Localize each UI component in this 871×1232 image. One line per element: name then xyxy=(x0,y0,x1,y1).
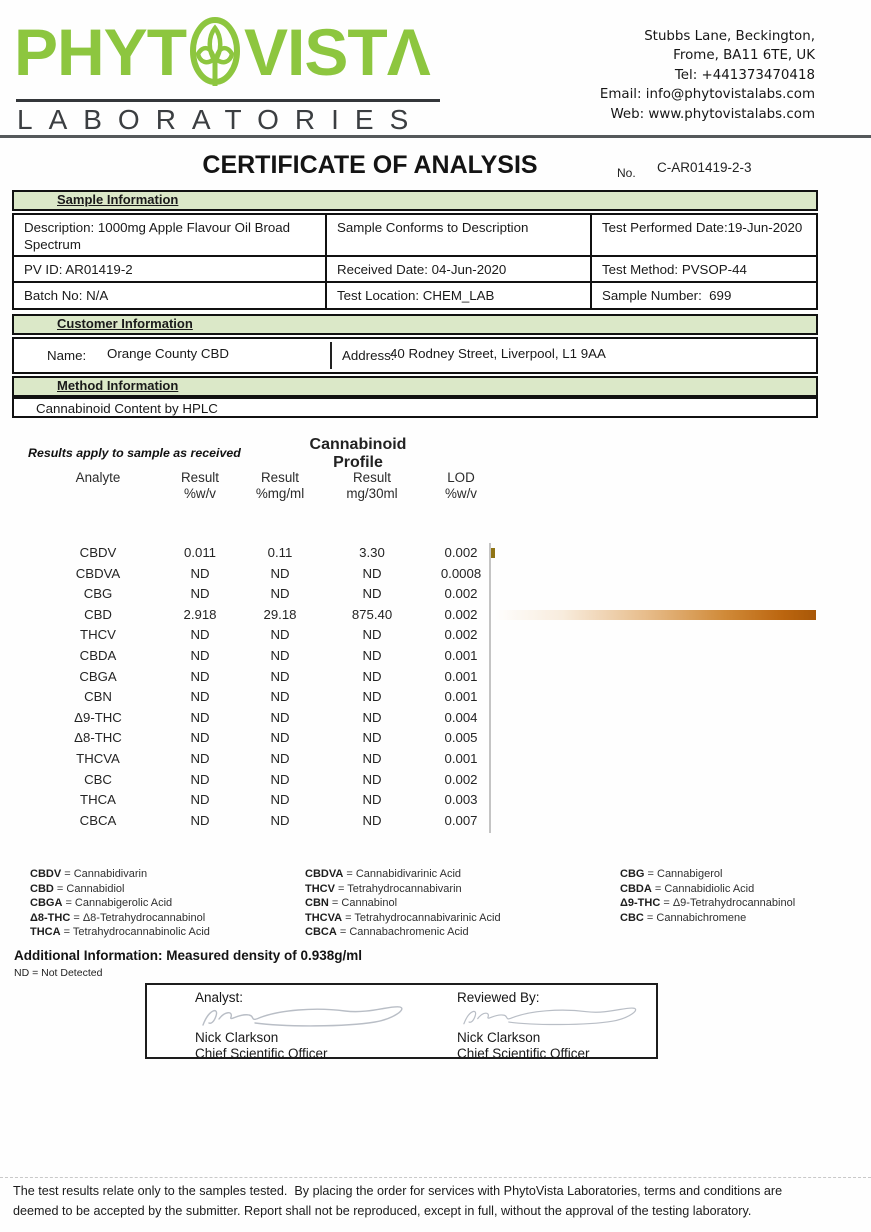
result-pct-mgml: ND xyxy=(270,647,290,663)
analyte-row xyxy=(30,564,830,585)
result-mg-30ml: 3.30 xyxy=(359,545,385,560)
customer-info-box xyxy=(12,337,818,374)
reviewer-signature-icon xyxy=(457,1001,647,1031)
analyte-row xyxy=(30,770,830,791)
result-bar xyxy=(491,548,495,558)
analyte-row xyxy=(30,543,830,564)
additional-info: Additional Information: Measured density of 0.938g/ml xyxy=(14,948,363,963)
result-pct-wv: ND xyxy=(190,586,210,602)
customer-box-divider xyxy=(330,342,332,369)
result-pct-wv: ND xyxy=(190,647,210,663)
result-mg-30ml: ND xyxy=(362,627,382,643)
legend-item: CBDVA = Cannabidivarinic Acid xyxy=(305,868,462,880)
certificate-no-value: C-AR01419-2-3 xyxy=(657,160,752,175)
result-mg-30ml: 875.40 xyxy=(351,606,393,622)
result-pct-wv: ND xyxy=(190,792,210,808)
address-line: Tel: +441373470418 xyxy=(674,67,815,83)
customer-name-value: Orange County CBD xyxy=(107,346,229,361)
legend-item: CBDA = Cannabidiolic Acid xyxy=(620,882,755,895)
result-pct-wv: ND xyxy=(190,730,210,746)
lod-pct-wv: 0.001 xyxy=(444,668,478,684)
method-info-box xyxy=(12,397,818,418)
analyte-name: THCVA xyxy=(76,750,120,766)
analyst-name: Nick Clarkson xyxy=(195,1030,279,1045)
result-pct-wv: ND xyxy=(190,627,210,643)
analyte-row xyxy=(30,687,830,708)
analyst-signature-block xyxy=(195,985,435,1057)
analyte-row xyxy=(30,605,830,626)
legend-item: THCA = Tetrahydrocannabinolic Acid xyxy=(30,926,210,939)
col-header-analyte: Analyte xyxy=(75,470,121,485)
analyte-name: CBD xyxy=(84,606,112,622)
lod-pct-wv: 0.001 xyxy=(444,647,478,663)
lab-address-block xyxy=(600,27,815,124)
legend-item: THCV = Tetrahydrocannabivarin xyxy=(305,882,462,895)
col-header-result-wv: Result %w/v xyxy=(181,470,219,501)
analyte-name: THCV xyxy=(80,627,116,643)
header-divider xyxy=(0,135,871,138)
analyst-label: Analyst: xyxy=(195,990,244,1005)
lod-pct-wv: 0.001 xyxy=(444,750,478,766)
reviewer-name: Nick Clarkson xyxy=(457,1030,541,1045)
address-line: Frome, BA11 6TE, UK xyxy=(673,48,815,64)
analyte-row xyxy=(30,749,830,770)
analyte-name: Δ8-THC xyxy=(74,730,122,746)
analyte-row xyxy=(30,790,830,811)
result-pct-wv: 2.918 xyxy=(183,606,217,622)
lod-pct-wv: 0.007 xyxy=(444,812,478,828)
logo-text-right: VISTΛ xyxy=(244,15,430,89)
sample-info-table xyxy=(12,213,818,310)
analyte-name: CBCA xyxy=(79,812,117,828)
result-pct-mgml: ND xyxy=(270,689,290,705)
lod-pct-wv: 0.002 xyxy=(444,545,478,560)
test-method-cell: Test Method: PVSOP-44 xyxy=(592,257,816,283)
sample-info-heading: Sample Information xyxy=(57,192,179,207)
analyte-name: Δ9-THC xyxy=(74,709,122,725)
result-pct-wv: ND xyxy=(190,668,210,684)
legend-item: CBCA = Cannabachromenic Acid xyxy=(305,926,469,939)
result-pct-mgml: ND xyxy=(270,627,290,643)
analyte-row xyxy=(30,667,830,688)
sample-info-header xyxy=(12,190,818,211)
analyte-name: CBG xyxy=(83,586,113,602)
customer-address-value: 40 Rodney Street, Liverpool, L1 9AA xyxy=(390,346,606,361)
profile-column-headers xyxy=(30,470,504,502)
result-pct-wv: ND xyxy=(190,812,210,828)
pv-id-cell: PV ID: AR01419-2 xyxy=(14,257,327,283)
sample-description-cell: Description: 1000mg Apple Flavour Oil Broad Spectrum xyxy=(14,215,327,257)
sample-conforms-cell: Sample Conforms to Description xyxy=(327,215,592,257)
analyte-name: CBDA xyxy=(79,647,117,663)
method-name: Cannabinoid Content by HPLC xyxy=(36,401,218,416)
result-pct-mgml: 29.18 xyxy=(263,606,297,622)
certificate-no-label: No. xyxy=(617,166,636,180)
result-bar xyxy=(491,610,816,620)
result-pct-wv: ND xyxy=(190,565,210,581)
lod-pct-wv: 0.005 xyxy=(444,730,478,746)
phytovista-logo xyxy=(14,16,430,88)
result-pct-wv: ND xyxy=(190,750,210,766)
result-pct-mgml: ND xyxy=(270,792,290,808)
doc-title: CERTIFICATE OF ANALYSIS xyxy=(202,151,538,179)
address-line: Web: www.phytovistalabs.com xyxy=(610,106,815,122)
address-line: Email: info@phytovistalabs.com xyxy=(599,87,815,103)
footer-disclaimer xyxy=(13,1181,782,1221)
legend-column-3 xyxy=(620,867,795,925)
analyte-row xyxy=(30,584,830,605)
result-pct-wv: ND xyxy=(190,709,210,725)
result-mg-30ml: ND xyxy=(362,586,382,602)
analyte-name: THCA xyxy=(80,792,116,808)
result-pct-mgml: ND xyxy=(270,586,290,602)
customer-address-label: Address: xyxy=(342,348,395,363)
result-pct-mgml: ND xyxy=(270,730,290,746)
test-location-cell: Test Location: CHEM_LAB xyxy=(327,283,592,308)
analyte-name: CBDVA xyxy=(75,565,121,581)
lod-pct-wv: 0.002 xyxy=(444,771,478,787)
result-mg-30ml: ND xyxy=(362,689,382,705)
lod-pct-wv: 0.002 xyxy=(444,586,478,602)
reviewed-by-label: Reviewed By: xyxy=(457,990,540,1005)
result-pct-mgml: ND xyxy=(270,668,290,684)
analyte-name: CBN xyxy=(84,689,112,705)
col-header-result-mgml: Result %mg/ml xyxy=(255,470,305,501)
footer-line: The test results relate only to the samples tested. By placing the order for services with PhytoVista Laboratories, terms and conditions are xyxy=(13,1184,783,1198)
lod-pct-wv: 0.0008 xyxy=(440,565,482,581)
col-header-lod: LOD %w/v xyxy=(445,470,477,501)
result-pct-mgml: ND xyxy=(270,709,290,725)
reviewer-title: Chief Scientific Officer xyxy=(457,1046,590,1059)
result-mg-30ml: ND xyxy=(362,771,382,787)
lod-pct-wv: 0.001 xyxy=(444,689,478,705)
result-mg-30ml: ND xyxy=(362,565,382,581)
analyst-title: Chief Scientific Officer xyxy=(195,1046,328,1059)
results-note: Results apply to sample as received xyxy=(28,446,241,460)
result-mg-30ml: ND xyxy=(362,668,382,684)
analyte-row xyxy=(30,646,830,667)
analyte-name: CBC xyxy=(84,771,112,787)
test-performed-date-cell: Test Performed Date:19-Jun-2020 xyxy=(592,215,816,257)
footer-line: deemed to be accepted by the submitter. Report shall not be reproduced, except in full, without the approval of the testing laboratory. xyxy=(13,1204,752,1218)
legend-item: CBGA = Cannabigerolic Acid xyxy=(30,897,173,910)
footer-divider xyxy=(0,1177,871,1178)
profile-title: Cannabinoid Profile xyxy=(309,436,407,471)
result-mg-30ml: ND xyxy=(362,730,382,746)
legend-item: CBDV = Cannabidivarin xyxy=(30,868,148,880)
result-mg-30ml: ND xyxy=(362,647,382,663)
lod-pct-wv: 0.003 xyxy=(444,792,478,808)
customer-name-label: Name: xyxy=(47,348,87,363)
leaf-circle-icon xyxy=(188,16,242,88)
lod-pct-wv: 0.002 xyxy=(444,606,478,622)
analyte-row xyxy=(30,625,830,646)
result-pct-wv: 0.011 xyxy=(183,545,217,560)
lod-pct-wv: 0.002 xyxy=(444,627,478,643)
analyte-name: CBGA xyxy=(79,668,117,684)
legend-item: THCVA = Tetrahydrocannabivarinic Acid xyxy=(305,911,501,924)
method-info-header xyxy=(12,376,818,397)
lod-pct-wv: 0.004 xyxy=(444,709,478,725)
received-date-cell: Received Date: 04-Jun-2020 xyxy=(327,257,592,283)
legend-item: CBC = Cannabichromene xyxy=(620,911,747,924)
logo-text-left: PHYT xyxy=(14,15,187,89)
col-header-result-mg30: Result mg/30ml xyxy=(346,470,398,501)
reviewer-signature-block xyxy=(457,985,658,1057)
result-pct-mgml: ND xyxy=(270,771,290,787)
customer-info-heading: Customer Information xyxy=(57,316,193,331)
method-info-heading: Method Information xyxy=(57,378,179,393)
result-pct-mgml: ND xyxy=(270,750,290,766)
result-pct-wv: ND xyxy=(190,771,210,787)
analyte-row xyxy=(30,728,830,749)
analyte-row xyxy=(30,811,830,832)
legend-item: CBD = Cannabidiol xyxy=(30,882,125,895)
result-mg-30ml: ND xyxy=(362,792,382,808)
logo-subtitle: LABORATORIES xyxy=(17,104,425,135)
legend-item: CBG = Cannabigerol xyxy=(620,868,723,880)
signature-box xyxy=(145,983,658,1059)
result-pct-mgml: ND xyxy=(270,565,290,581)
analyte-results-table xyxy=(30,543,830,831)
logo-divider xyxy=(16,99,440,102)
legend-item: Δ9-THC = Δ9-Tetrahydrocannabinol xyxy=(620,897,796,910)
result-pct-wv: ND xyxy=(190,689,210,705)
nd-note: ND = Not Detected xyxy=(14,967,103,979)
result-mg-30ml: ND xyxy=(362,709,382,725)
address-line: Stubbs Lane, Beckington, xyxy=(644,29,815,44)
legend-column-1 xyxy=(30,867,210,940)
sample-number-cell: Sample Number: 699 xyxy=(602,288,732,303)
result-mg-30ml: ND xyxy=(362,750,382,766)
legend-item: Δ8-THC = Δ8-Tetrahydrocannabinol xyxy=(30,911,206,924)
customer-info-header xyxy=(12,314,818,335)
batch-no-cell: Batch No: N/A xyxy=(14,283,327,308)
analyte-name: CBDV xyxy=(79,545,117,560)
analyst-signature-icon xyxy=(195,1001,415,1031)
legend-column-2 xyxy=(305,867,501,940)
legend-item: CBN = Cannabinol xyxy=(305,897,398,910)
analyte-row xyxy=(30,708,830,729)
result-pct-mgml: ND xyxy=(270,812,290,828)
result-mg-30ml: ND xyxy=(362,812,382,828)
result-pct-mgml: 0.11 xyxy=(267,545,293,560)
